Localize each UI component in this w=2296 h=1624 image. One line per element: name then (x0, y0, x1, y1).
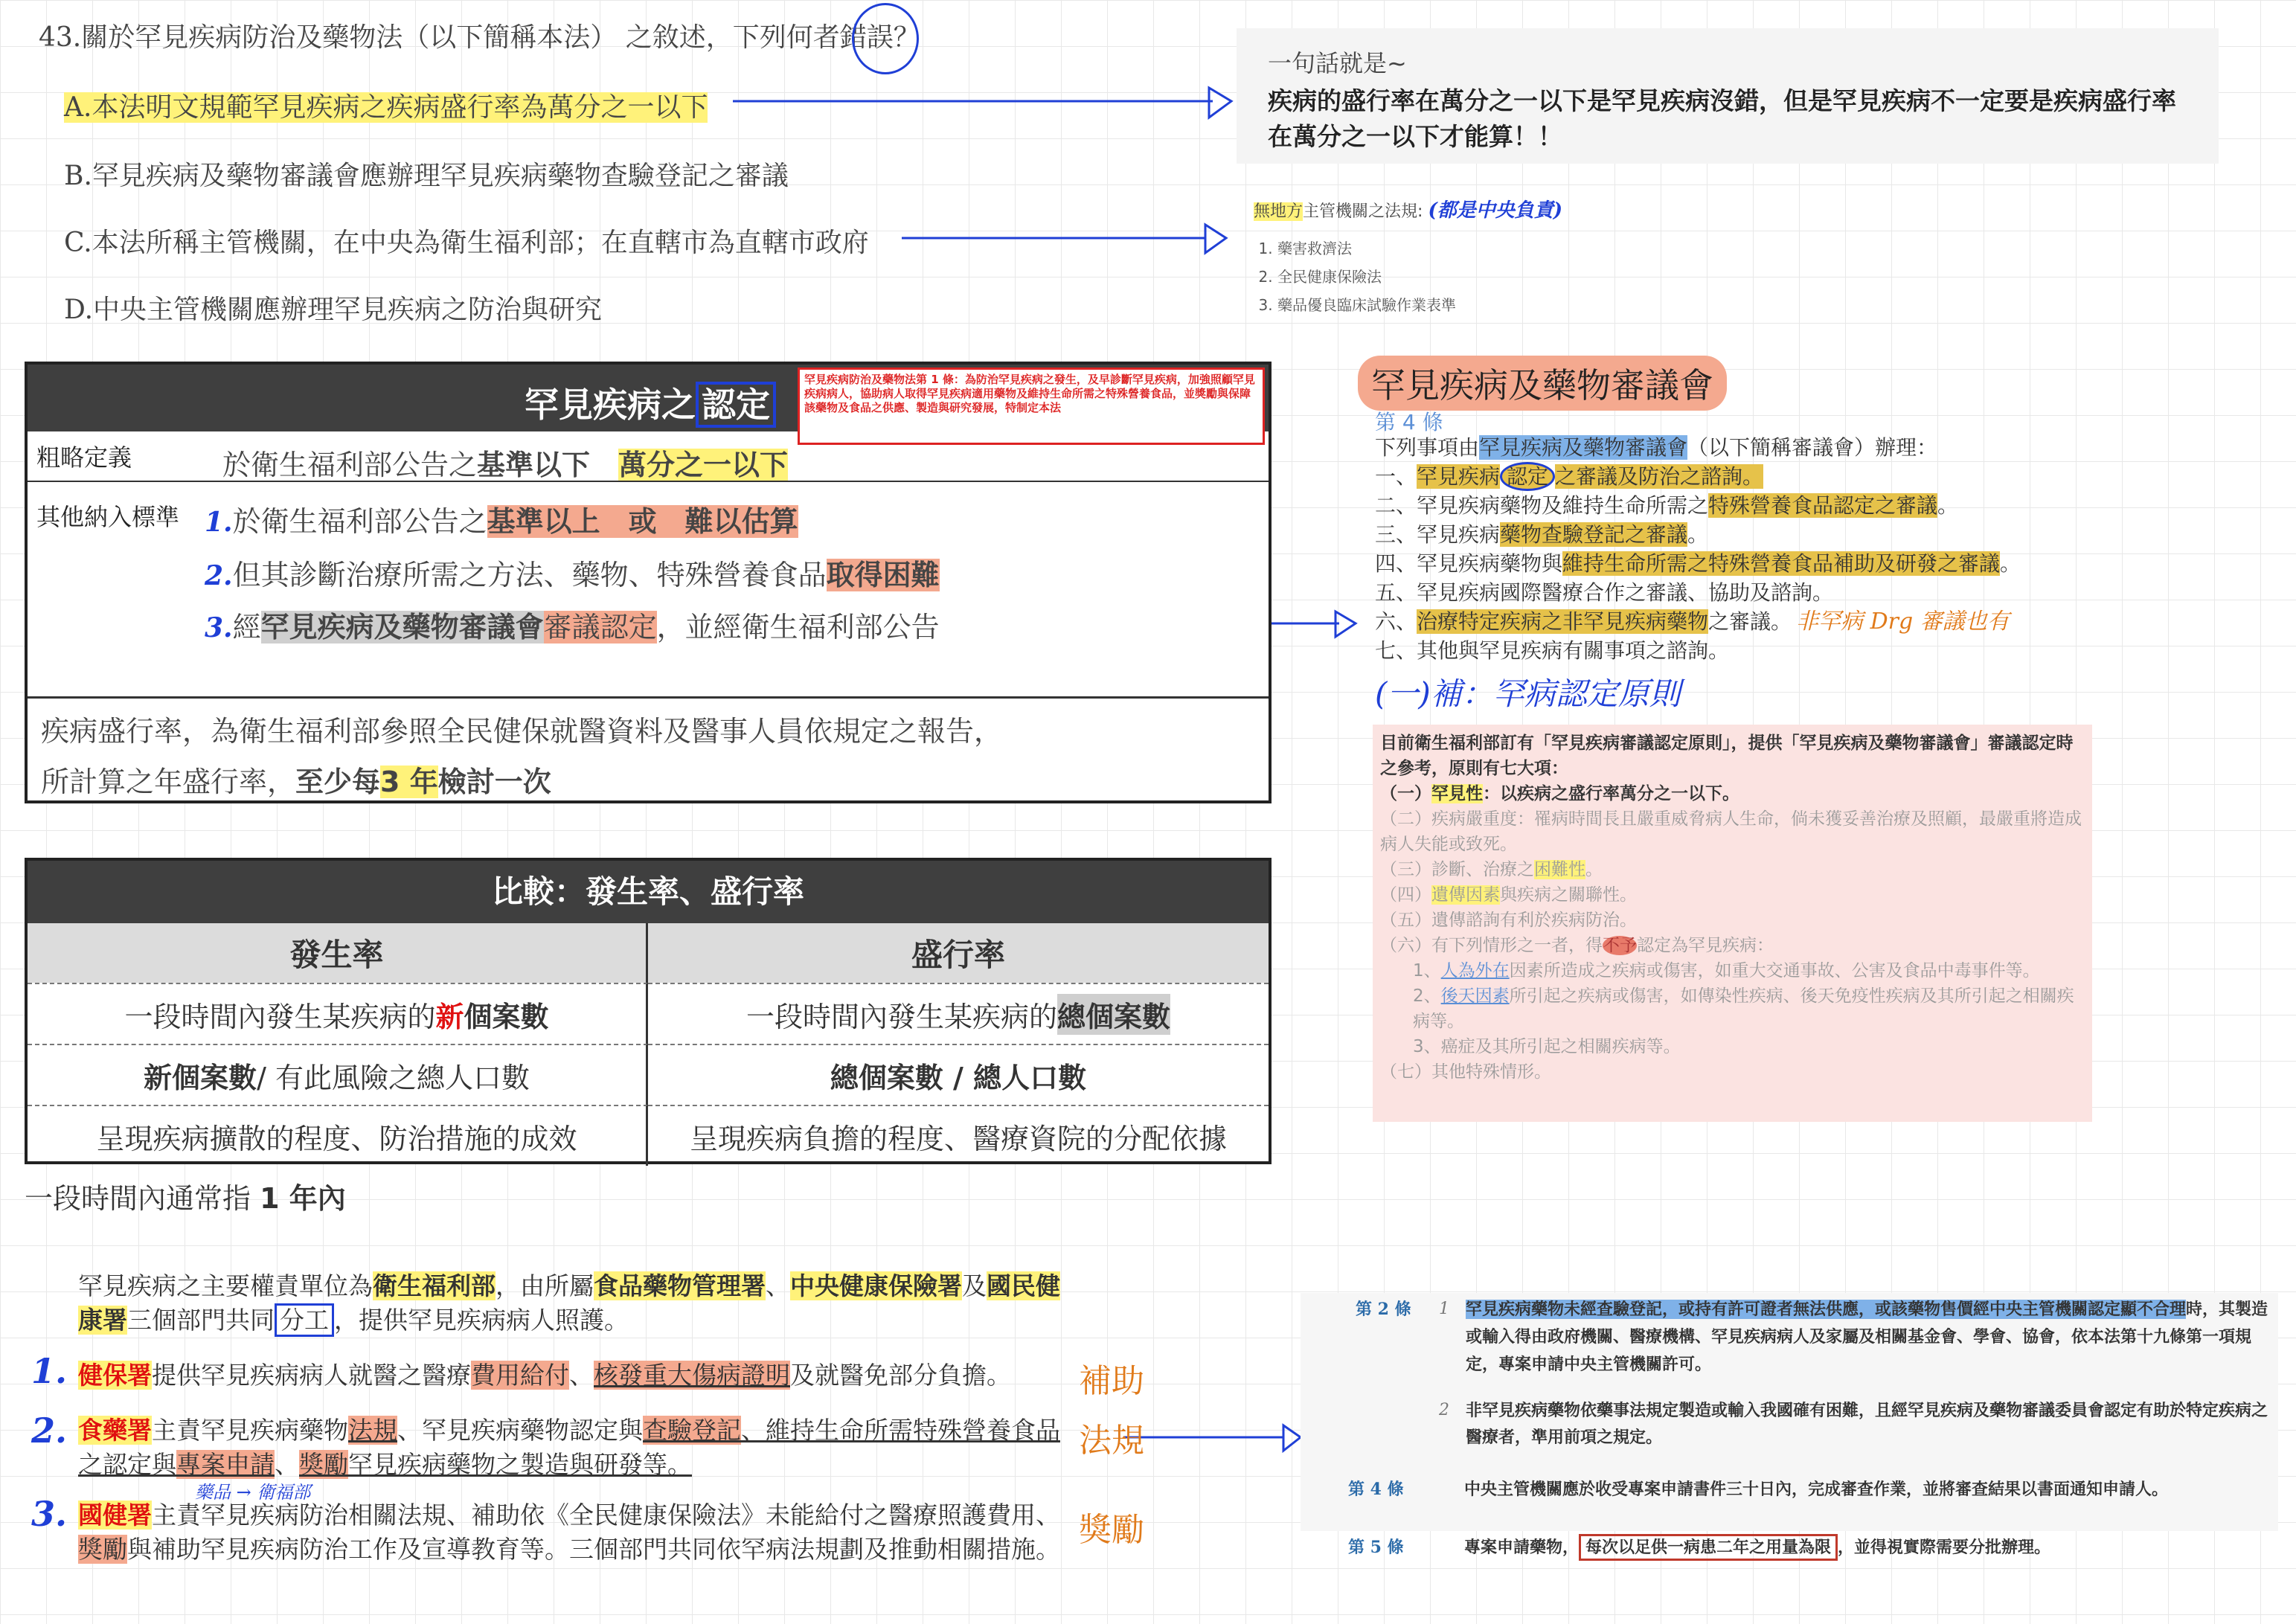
table2-header: 比較：發生率、盛行率 (28, 861, 1269, 923)
prevalence-line-2: 所計算之年盛行率，至少每3 年檢討一次 (41, 766, 551, 798)
article-4-text: 中央主管機關應於收受專案申請書件三十日內，完成審查作業，並將審查結果以書面通知申請人。 (1464, 1480, 2169, 1499)
incidence-meaning: 呈現疾病擴散的程度、防治措施的成效 (28, 1105, 648, 1166)
fda-duties: 食藥署主責罕見疾病藥物法規、罕見疾病藥物認定與查驗登記、維持生命所需特殊營養食品之認定與專案申請、獎勵罕見疾病藥物之製造與研發等。 (78, 1416, 1060, 1479)
table1-header: 罕見疾病之 認定 罕見疾病防治及藥物法第 1 條：為防治罕見疾病之發生，及早診斷罕見疾病，加強照顧罕見疾病病人，協助病人取得罕見疾病適用藥物及維持生命所需之特殊營養食品，並獎勵與保障該藥物及食品之供應、製造與研究發展，特制定本法 (28, 365, 1269, 431)
committee-title: 罕見疾病及藥物審議會 (1358, 356, 1727, 411)
incidence-prevalence-table (25, 858, 1272, 1164)
nhi-duties: 健保署提供罕見疾病病人就醫之醫療費用給付、核發重大傷病證明及就醫免部分負擔。 (78, 1361, 1011, 1390)
question-title: 43.關於罕見疾病防治及藥物法（以下簡稱本法） 之敘述，下列何者錯誤？ (39, 22, 920, 53)
law-list: 1. 藥害救濟法 2. 全民健康保險法 3. 藥品優良臨床試驗作業表準 (1261, 234, 1562, 319)
incidence-formula: 新個案數 / 有此風險之總人口數 (28, 1044, 648, 1105)
option-a: A.本法明文規範罕見疾病之疾病盛行率為萬分之一以下 (64, 92, 708, 123)
article-5-number: 第 5 條 (1348, 1538, 1404, 1557)
prevalence-header: 盛行率 (648, 923, 1269, 983)
other-criteria-label: 其他納入標準 (36, 503, 180, 531)
prevalence-line-1: 疾病盛行率，為衛生福利部參照全民健保就醫資料及醫事人員依規定之報告， (41, 715, 1003, 748)
definition-row-3: 2.但其診斷治療所需之方法、藥物、特殊營養食品取得困難 (205, 559, 940, 591)
article-4-number: 第 4 條 (1348, 1480, 1404, 1499)
summary-text: 疾病的盛行率在萬分之一以下是罕見疾病沒錯，但是罕見疾病不一定要是疾病盛行率在萬分之一以下才能算！！ (1268, 86, 2176, 151)
number-3-mark: 3. (31, 1494, 68, 1534)
wrong-circle-mark (852, 3, 919, 74)
number-1-mark: 1. (31, 1351, 68, 1391)
period-note: 一段時間內通常指 1 年內 (25, 1182, 346, 1215)
summary-box (1237, 28, 2219, 164)
authorities-intro: 罕見疾病之主要權責單位為衛生福利部，由所屬食品藥物管理署、中央健康保險署及國民健康署三個部門共同 分工 ，提供罕見疾病病人照護。 (78, 1269, 1068, 1338)
option-c: C.本法所稱主管機關，在中央為衛生福利部；在直轄市為直轄市政府 (64, 228, 869, 258)
article-2-para-1: 罕見疾病藥物未經查驗登記，或持有許可證者無法供應，或該藥物售價經中央主管機關認定顯不合理時，其製造或輸入得由政府機關、醫療機構、罕見疾病病人及家屬及相關基金會、學會、協會，依本法第十九條第一項規定，專案申請中央主管機關許可。 (1466, 1300, 2268, 1374)
incidence-definition: 一段時間內發生某疾病的 新 個案數 (28, 983, 648, 1044)
hpa-duties: 國健署主責罕見疾病防治相關法規、補助依《全民健康保險法》未能給付之醫療照護費用、獎勵與補助罕見疾病防治工作及宣導教育等。三個部門共同依罕病法規劃及推動相關措施。 (78, 1501, 1060, 1564)
article-5-text: 專案申請藥物， 每次以足供一病患二年之用量為限 ，並得視實際需要分批辦理。 (1464, 1534, 2050, 1561)
prevalence-formula: 總個案數 / 總人口數 (648, 1044, 1269, 1105)
drug-handwritten-note: 藥品 → 衛福部 (195, 1482, 311, 1503)
articles-panel: 第 2 條 1 罕見疾病藥物未經查驗登記，或持有許可證者無法供應，或該藥物售價經中央主管機關認定顯不合理時，其製造或輸入得由政府機關、醫療機構、罕見疾病病人及家屬及相關基金會、學會、協會，依本法第十九條第一項規定，專案申請中央主管機關許可。 2 非罕見疾病藥物依藥事法規定製造或輸入我國確有困難，且經罕見疾病及藥物審議委員會認定有助於特定疾病之醫療者，準用前項之規定。 (1301, 1293, 2278, 1531)
article-1-note: 罕見疾病防治及藥物法第 1 條：為防治罕見疾病之發生，及早診斷罕見疾病，加強照顧罕見疾病病人，協助病人取得罕見疾病適用藥物及維持生命所需之特殊營養食品，並獎勵與保障該藥物及食品之供應、製造與研究發展，特制定本法 (798, 368, 1265, 445)
prevalence-definition: 一段時間內發生某疾病的 總個案數 (648, 983, 1269, 1044)
definition-row-1: 於衛生福利部公告之基準以下 萬分之一以下 (222, 449, 789, 481)
prevalence-meaning: 呈現疾病負擔的程度、醫療資院的分配依據 (648, 1105, 1269, 1166)
rough-definition-label: 粗略定義 (36, 443, 132, 472)
recognition-principles-box: 目前衛生福利部訂有「罕見疾病審議認定原則」，提供「罕見疾病及藥物審議會」審議認定時之參考，原則有七大項： （一）罕見性：以疾病之盛行率萬分之一以下。 （二）疾病嚴重度：罹病時間長且嚴重威脅病人生命，倘未獲妥善治療及照顧，最嚴重將造成病人失能或致死。 （三）診斷、治療之困難性。 （四）遺傳因素與疾病之關聯性。 （五）遺傳諮詢有利於疾病防治。 （六）有下列情形之一者，得不予認定為罕見疾病： 1、人為外在因素所造成之疾病或傷害，如重大交通事故、公害及食品中毒事件等。 2、後天因素所引起之疾病或傷害，如傳染性疾病、後天免疫性疾病及其所引起之相關疾病等。 3、癌症及其所引起之相關疾病等。 （七）其他特殊情形。 (1373, 725, 2092, 1122)
incidence-header: 發生率 (28, 923, 648, 983)
tag-subsidy: 補助 (1079, 1362, 1144, 1400)
summary-intro: 一句話就是~ (1268, 49, 1407, 77)
option-d: D.中央主管機關應辦理罕見疾病之防治與研究 (64, 295, 603, 325)
committee-article-number: 第 4 條 (1375, 410, 1443, 434)
committee-duties: 下列事項由罕見疾病及藥物審議會（以下簡稱審議會）辦理： 一、罕見疾病 認定 之審議及防治之諮詢。 二、罕見疾病藥物及維持生命所需之特殊營養食品認定之審議。 三、罕見疾病藥物查驗登記之審議。 四、罕見疾病藥物與維持生命所需之特殊營養食品補助及研發之審議。 五、罕見疾病國際醫療合作之審議、協助及諮詢。 六、治療特定疾病之非罕見疾病藥物之審議。 非罕病 Drg 審議也有 七、其他與罕見疾病有關事項之諮詢。 (1375, 435, 2021, 663)
article-2-para-2: 非罕見疾病藥物依藥事法規定製造或輸入我國確有困難，且經罕見疾病及藥物審議委員會認定有助於特定疾病之醫療者，準用前項之規定。 (1466, 1401, 2268, 1447)
number-2-mark: 2. (31, 1410, 68, 1451)
option-b: B.罕見疾病及藥物審議會應辦理罕見疾病藥物查驗登記之審議 (64, 161, 789, 191)
definition-row-2: 1.於衛生福利部公告之基準以上 或 難以估算 (205, 505, 798, 538)
definition-row-4: 3.經罕見疾病及藥物審議會審議認定，並經衛生福利部公告 (205, 611, 940, 643)
no-local-authority-note: 無地方主管機關之法規: (都是中央負責) 1. 藥害救濟法 2. 全民健康保險法 3. 藥品優良臨床試驗作業表準 (1254, 195, 1562, 319)
tag-regulation: 法規 (1079, 1422, 1144, 1460)
principle-handwritten-note: (一)補：罕病認定原則 (1375, 675, 1681, 712)
rare-disease-definition-table (25, 362, 1272, 803)
article-2-number: 第 2 條 (1356, 1300, 1411, 1319)
tag-reward: 獎勵 (1079, 1511, 1144, 1549)
